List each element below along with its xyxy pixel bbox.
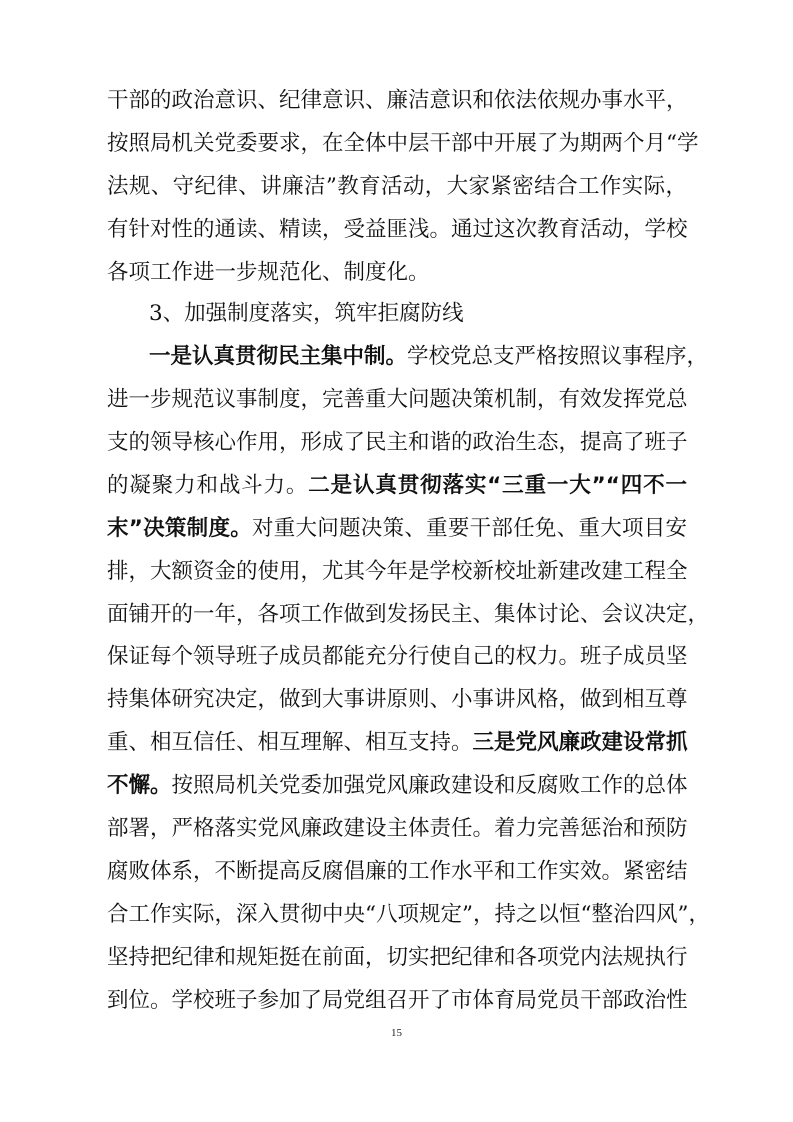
- text-line: [107, 979, 687, 1022]
- text-line: [107, 678, 687, 721]
- text-line: [107, 165, 687, 208]
- text-line: [107, 807, 687, 850]
- bold-heading-text: 三是党风廉政建设常抓: [472, 730, 688, 755]
- text-line: [107, 721, 687, 764]
- body-text-segment: 到位。学校班子参加了局党组召开了市体育局党员干部政治性: [107, 988, 688, 1013]
- body-text-segment: 有针对性的通读、精读，受益匪浅。通过这次教育活动，学校: [107, 217, 688, 242]
- bold-heading-text: 不懈。: [107, 773, 172, 798]
- text-line: [107, 850, 687, 893]
- text-line: [107, 208, 687, 251]
- text-line: [107, 635, 687, 678]
- body-text-segment: 腐败体系，不断提高反腐倡廉的工作水平和工作实效。紧密结: [107, 859, 688, 884]
- body-text-segment: 支的领导核心作用，形成了民主和谐的政治生态，提高了班子: [107, 430, 688, 455]
- bold-heading-text: 二是认真贯彻落实“三重一大”“四不一: [308, 473, 687, 498]
- body-text-segment: 按照局机关党委加强党风廉政建设和反腐败工作的总体: [171, 773, 688, 798]
- text-line: [107, 764, 687, 807]
- body-text-segment: 的凝聚力和战斗力。: [107, 473, 309, 498]
- text-line: [107, 378, 687, 421]
- body-text-segment: 保证每个领导班子成员都能充分行使自己的权力。班子成员坚: [107, 644, 688, 669]
- text-line: [107, 79, 687, 122]
- page-number: 15: [391, 1027, 402, 1039]
- text-line: [107, 893, 710, 936]
- body-text-segment: 坚持把纪律和规矩挺在前面，切实把纪律和各项党内法规执行: [107, 945, 688, 970]
- body-text-segment: 排，大额资金的使用，尤其今年是学校新校址新建改建工程全: [107, 559, 688, 584]
- text-line: [107, 593, 710, 636]
- text-line: [107, 936, 687, 979]
- body-text-segment: 持集体研究决定，做到大事讲原则、小事讲风格，做到相互尊: [107, 687, 688, 712]
- body-text-segment: 学校党总支严格按照议事程序，: [407, 344, 709, 369]
- body-text-segment: 3、加强制度落实，筑牢拒腐防线: [149, 301, 464, 326]
- text-line: [107, 464, 687, 507]
- text-line: [149, 292, 687, 335]
- text-line: [107, 507, 687, 550]
- text-line: [107, 421, 687, 464]
- body-text-segment: 各项工作进一步规范化、制度化。: [107, 260, 430, 285]
- body-text-segment: 合工作实际，深入贯彻中央“八项规定”，持之以恒“整治四风”，: [107, 902, 710, 927]
- bold-heading-text: 一是认真贯彻民主集中制。: [149, 344, 408, 369]
- text-line: [149, 335, 709, 378]
- bold-heading-text: 末”决策制度。: [107, 516, 252, 541]
- body-text-segment: 按照局机关党委要求，在全体中层干部中开展了为期两个月“学: [107, 131, 699, 156]
- text-line: [107, 550, 687, 593]
- body-text-segment: 面铺开的一年，各项工作做到发扬民主、集体讨论、会议决定，: [107, 602, 710, 627]
- body-text-segment: 重、相互信任、相互理解、相互支持。: [107, 730, 473, 755]
- text-line: [107, 122, 699, 165]
- text-line: [107, 251, 687, 294]
- body-text-segment: 进一步规范议事制度，完善重大问题决策机制，有效发挥党总: [107, 387, 688, 412]
- body-text-segment: 干部的政治意识、纪律意识、廉洁意识和依法依规办事水平，: [107, 88, 688, 113]
- body-text-segment: 对重大问题决策、重要干部任免、重大项目安: [251, 516, 687, 541]
- body-text-segment: 法规、守纪律、讲廉洁”教育活动，大家紧密结合工作实际，: [107, 174, 687, 199]
- body-text-segment: 部署，严格落实党风廉政建设主体责任。着力完善惩治和预防: [107, 816, 688, 841]
